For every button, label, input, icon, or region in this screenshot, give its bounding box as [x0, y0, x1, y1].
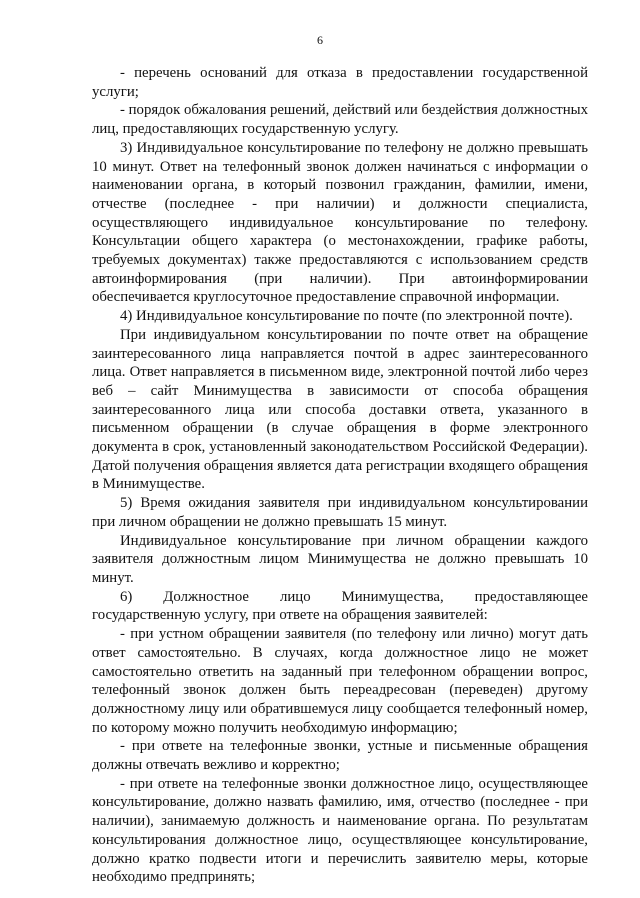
paragraph-politeness: - при ответе на телефонные звонки, устные и письменные обращения должны отвечать вежливо и корректно; — [92, 738, 588, 774]
paragraph-personal-consulting: Индивидуальное консультирование при личном обращении каждого заявителя должностным лицом Минимущества не должно превышать 10 минут. — [92, 532, 588, 586]
paragraph-mail-consulting: При индивидуальном консультировании по почте ответ на обращение заинтересованного лица направляется почтой в адрес заинтересованного лица. Ответ направляется в письменном виде, электронной почтой либо через веб – сайт Минимущества в зависимости от способа обращения заинтересованного лица или способа доставки ответа, указанного в письменном обращении (в случае обращения в форме электронного документа в срок, установленный законодательством Российской Федерации). Датой получения обращения является дата регистрации входящего обращения в Минимуществе. — [92, 326, 588, 493]
paragraph-oral-request: - при устном обращении заявителя (по телефону или лично) могут дать ответ самостоятельно. В случаях, когда должностное лицо не может самостоятельно ответить на заданный при телефонном обращении вопрос, телефонный звонок должен быть переадресован (переведен) другому должностному лицу или обратившемуся лицу сообщается телефонный номер, по которому можно получить необходимую информацию; — [92, 626, 588, 736]
paragraph-phone-answer: - при ответе на телефонные звонки должностное лицо, осуществляющее консультирование, должно назвать фамилию, имя, отчество (последнее - при наличии), занимаемую должность и наименование органа. По результатам консультирования должностное лицо, осуществляющее консультирование, должно кратко подвести итоги и перечислить заявителю меры, которые необходимо предпринять; — [92, 775, 588, 886]
paragraph-mail-consulting-heading: 4) Индивидуальное консультирование по почте (по электронной почте). — [120, 308, 573, 325]
document-body — [92, 64, 588, 887]
paragraph-appeal-procedure: - порядок обжалования решений, действий или бездействия должностных лиц, предоставляющих государственную услугу. — [92, 102, 588, 138]
paragraph-waiting-time: 5) Время ожидания заявителя при индивидуальном консультировании при личном обращении не должно превышать 15 минут. — [92, 495, 588, 530]
paragraph-refusal-grounds: - перечень оснований для отказа в предоставлении государственной услуги; — [92, 65, 588, 100]
paragraph-official-duties: 6) Должностное лицо Минимущества, предоставляющее государственную услугу, при ответе на обращения заявителей: — [92, 588, 588, 624]
page-number: 6 — [317, 33, 323, 47]
paragraph-phone-consulting: 3) Индивидуальное консультирование по телефону не должно превышать 10 минут. Ответ на телефонный звонок должен начинаться с информации о наименовании органа, в который позвонил гражданин, фамилии, имени, отчестве (последнее - при наличии) и должности специалиста, осуществляющего индивидуальное консультирование по телефону. Консультации общего характера (о местонахождении, графике работы, требуемых документах) также предоставляются с использованием средств автоинформирования (при наличии). При автоинформировании обеспечивается круглосуточное предоставление справочной информации. — [92, 139, 588, 306]
